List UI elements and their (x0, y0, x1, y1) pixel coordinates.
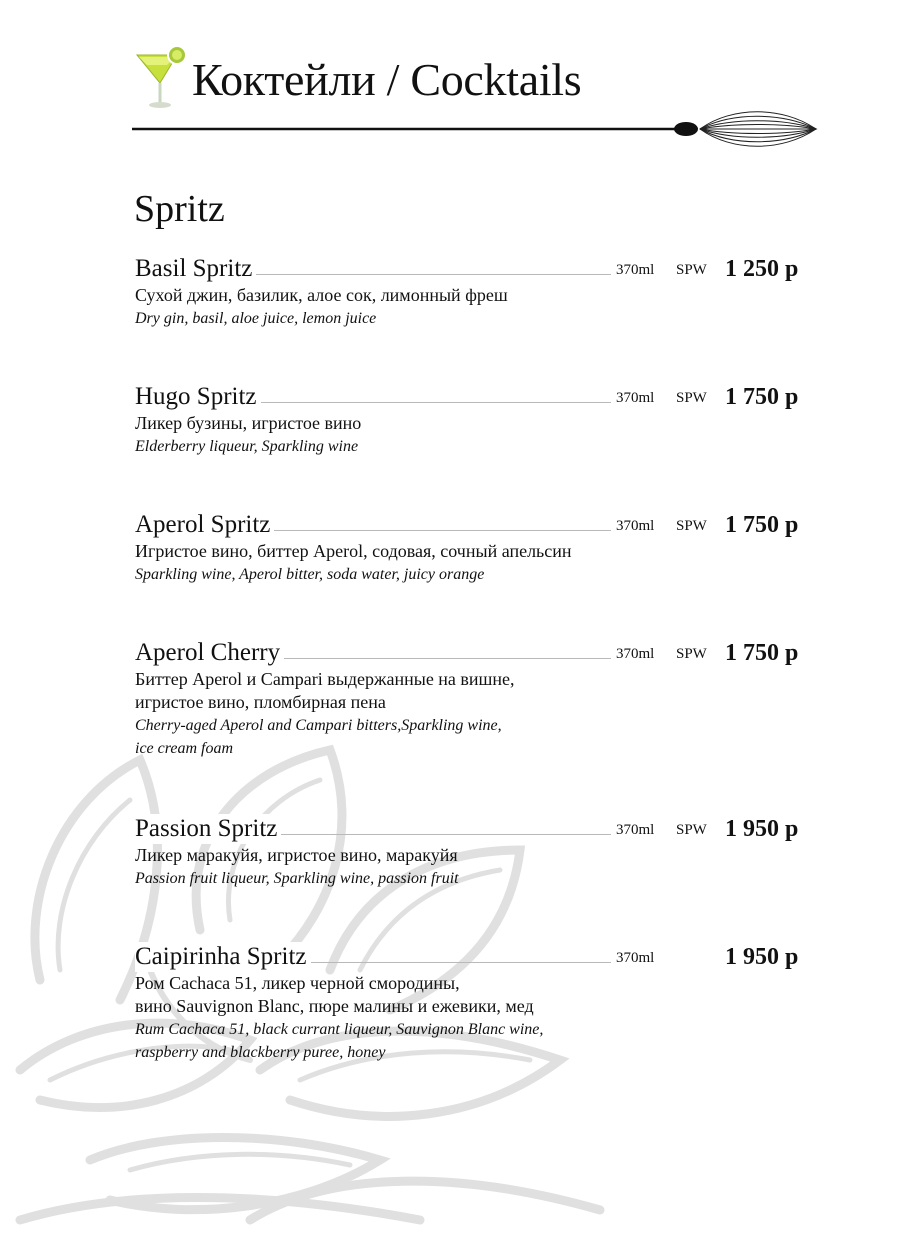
cocktail-glass-icon (133, 43, 189, 113)
item-price: 1 750 р (725, 512, 799, 538)
item-volume: 370ml (616, 262, 655, 278)
menu-item (135, 382, 815, 458)
item-volume: 370ml (616, 390, 655, 406)
item-volume: 370ml (616, 646, 655, 662)
item-description-ru: Игристое вино, биттер Aperol, содовая, сочный апельсин (135, 541, 572, 561)
menu-item (135, 814, 815, 890)
item-description-en: raspberry and blackberry puree, honey (135, 1044, 386, 1061)
item-description-ru: Ликер бузины, игристое вино (135, 413, 362, 433)
item-description-ru: игристое вино, пломбирная пена (135, 692, 386, 712)
item-price: 1 250 р (725, 256, 799, 282)
item-description-ru: Сухой джин, базилик, алое сок, лимонный фреш (135, 285, 508, 305)
page-title: Коктейли / Cocktails (192, 54, 582, 105)
item-tag: SPW (676, 822, 707, 838)
item-description-en: Passion fruit liqueur, Sparkling wine, passion fruit (135, 870, 459, 887)
item-price: 1 750 р (725, 640, 799, 666)
item-name: Caipirinha Spritz (135, 942, 311, 972)
section-title: Spritz (134, 188, 225, 230)
item-volume: 370ml (616, 518, 655, 534)
item-price: 1 950 р (725, 816, 799, 842)
item-price: 1 750 р (725, 384, 799, 410)
item-tag: SPW (676, 518, 707, 534)
item-tag: SPW (676, 646, 707, 662)
menu-item (135, 254, 815, 330)
item-volume: 370ml (616, 822, 655, 838)
menu-item (135, 942, 815, 1064)
item-description-ru: Ликер маракуйя, игристое вино, маракуйя (135, 845, 458, 865)
menu-item (135, 510, 815, 586)
item-description-en: Sparkling wine, Aperol bitter, soda water, juicy orange (135, 566, 485, 583)
item-name: Hugo Spritz (135, 382, 261, 412)
item-name: Aperol Spritz (135, 510, 274, 540)
item-description-ru: вино Sauvignon Blanc, пюре малины и ежевики, мед (135, 996, 534, 1016)
header-divider (132, 110, 822, 152)
item-description-en: Rum Cachaca 51, black currant liqueur, Sauvignon Blanc wine, (135, 1021, 544, 1038)
item-description-en: Dry gin, basil, aloe juice, lemon juice (135, 310, 377, 327)
item-price: 1 950 р (725, 944, 799, 970)
item-volume: 370ml (616, 950, 655, 966)
item-description-en: Elderberry liqueur, Sparkling wine (135, 438, 359, 455)
item-description-ru: Ром Cachaca 51, ликер черной смородины, (135, 973, 460, 993)
item-tag: SPW (676, 390, 707, 406)
item-name: Aperol Cherry (135, 638, 284, 668)
item-name: Basil Spritz (135, 254, 256, 284)
menu-item (135, 638, 815, 760)
item-description-en: ice cream foam (135, 740, 234, 757)
item-tag: SPW (676, 262, 707, 278)
item-name: Passion Spritz (135, 814, 281, 844)
item-description-ru: Биттер Aperol и Campari выдержанные на вишне, (135, 669, 515, 689)
item-description-en: Cherry-aged Aperol and Campari bitters,Sparkling wine, (135, 717, 502, 734)
